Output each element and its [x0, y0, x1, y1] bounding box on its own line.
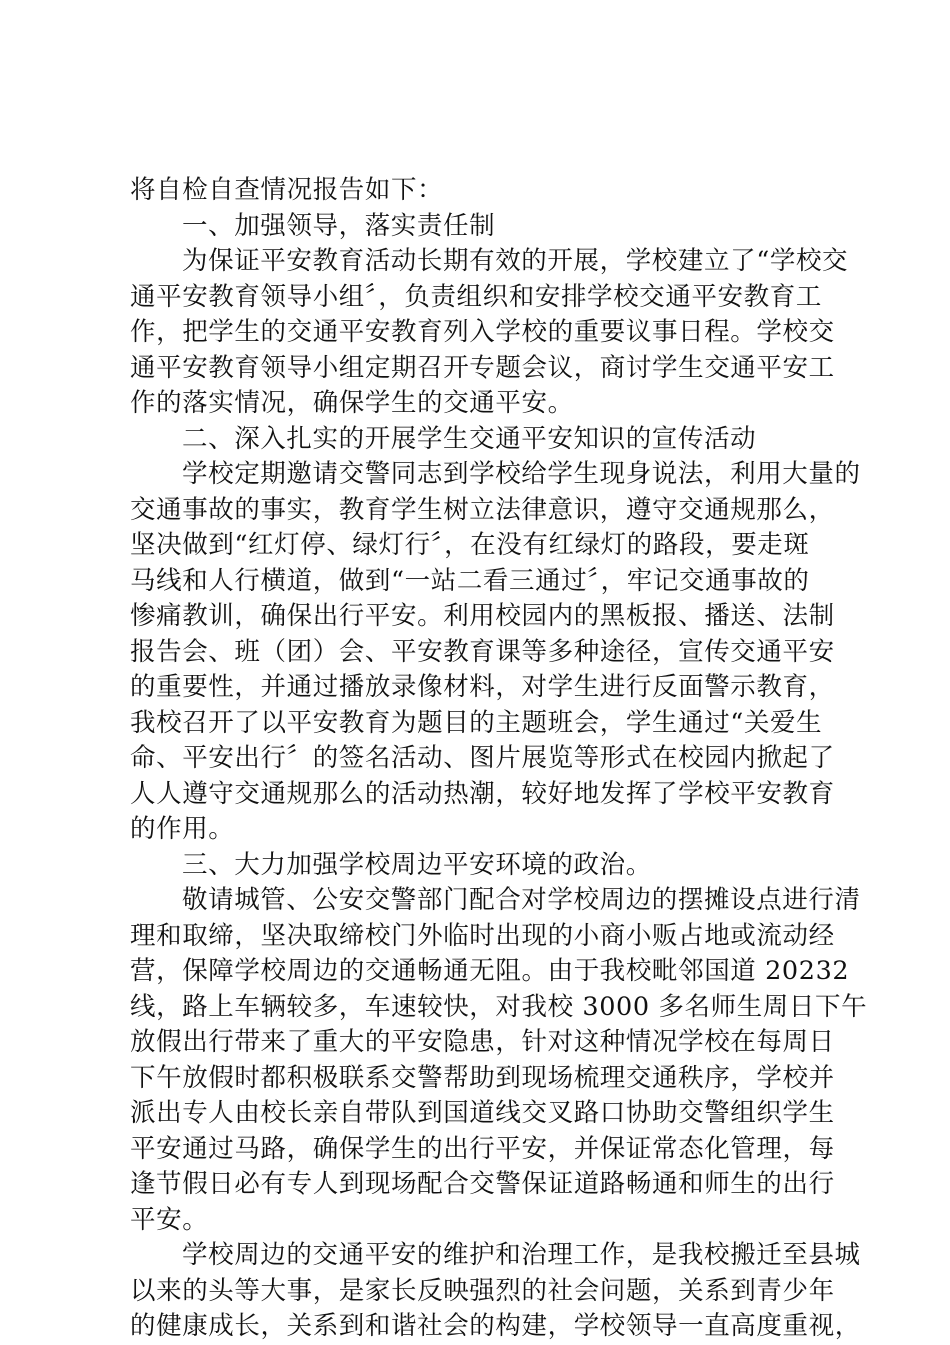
text-line: 逢节假日必有专人到现场配合交警保证道路畅通和师生的出行 — [130, 1169, 835, 1199]
text-line: 派出专人由校长亲自带队到国道线交叉路口协助交警组织学生 — [130, 1098, 835, 1128]
text-line: 学校定期邀请交警同志到学校给学生现身说法，利用大量的 — [182, 459, 861, 489]
text-line: 放假出行带来了重大的平安隐患，针对这种情况学校在每周日 — [130, 1027, 835, 1057]
text-line: 的重要性，并通过播放录像材料，对学生进行反面警示教育， — [130, 672, 835, 702]
text-line: 三、大力加强学校周边平安环境的政治。 — [182, 849, 652, 880]
text-line: 营，保障学校周边的交通畅通无阻。由于我校毗邻国道 20232 — [130, 956, 850, 986]
text-line: 通平安教育领导小组定期召开专题会议，商讨学生交通平安工 — [130, 352, 835, 383]
text-line: 将自检自查情况报告如下： — [130, 175, 444, 205]
text-line: 一、加强领导，落实责任制 — [182, 210, 496, 241]
text-line: 交通事故的事实，教育学生树立法律意识，遵守交通规那么， — [130, 494, 835, 525]
document-body — [130, 173, 868, 1345]
text-line: 坚决做到“红灯停、绿灯行〞，在没有红绿灯的路段，要走斑 — [130, 530, 810, 560]
text-line: 学校周边的交通平安的维护和治理工作，是我校搬迁至县城 — [182, 1240, 861, 1270]
text-line: 为保证平安教育活动长期有效的开展，学校建立了“学校交 — [182, 246, 849, 276]
text-line: 报告会、班（团）会、平安教育课等多种途径，宣传交通平安 — [130, 636, 835, 667]
text-line: 敬请城管、公安交警部门配合对学校周边的摆摊设点进行清 — [182, 885, 861, 915]
text-line: 惨痛教训，确保出行平安。利用校园内的黑板报、播送、法制 — [130, 601, 835, 631]
text-line: 下午放假时都积极联系交警帮助到现场梳理交通秩序，学校并 — [130, 1062, 835, 1093]
text-line: 命、平安出行〞的签名活动、图片展览等形式在校园内掀起了 — [130, 743, 835, 773]
text-line: 二、深入扎实的开展学生交通平安知识的宣传活动 — [182, 423, 757, 454]
text-line: 人人遵守交通规那么的活动热潮，较好地发挥了学校平安教育 — [130, 778, 835, 809]
text-line: 的健康成长，关系到和谐社会的构建，学校领导一直高度重视， — [130, 1311, 861, 1341]
text-line: 平安。 — [130, 1204, 209, 1235]
text-line: 我校召开了以平安教育为题目的主题班会，学生通过“关爱生 — [130, 707, 823, 738]
text-line: 通平安教育领导小组〞，负责组织和安排学校交通平安教育工 — [130, 281, 822, 312]
text-line: 理和取缔，坚决取缔校门外临时出现的小商小贩占地或流动经 — [130, 920, 835, 951]
text-line: 马线和人行横道，做到“一站二看三通过〞，牢记交通事故的 — [130, 565, 810, 596]
text-line: 的作用。 — [130, 814, 235, 844]
text-line: 作的落实情况，确保学生的交通平安。 — [130, 388, 574, 418]
text-line: 作，把学生的交通平安教育列入学校的重要议事日程。学校交 — [130, 317, 835, 347]
text-line: 平安通过马路，确保学生的出行平安，并保证常态化管理，每 — [130, 1133, 835, 1164]
text-line: 以来的头等大事，是家长反映强烈的社会问题，关系到青少年 — [130, 1275, 835, 1306]
text-line: 线，路上车辆较多，车速较快，对我校 3000 多名师生周日下午 — [130, 991, 868, 1022]
